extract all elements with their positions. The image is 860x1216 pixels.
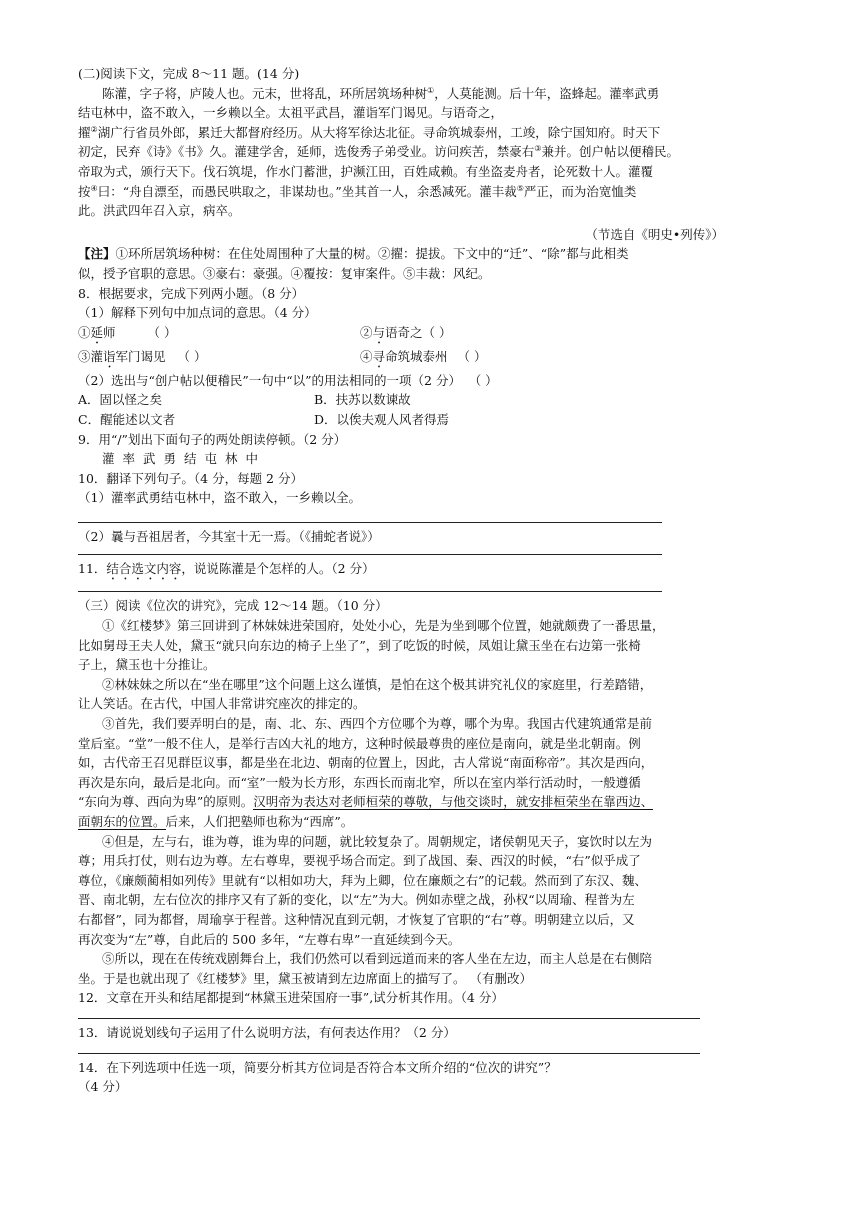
answer-blank[interactable]: （ ） (147, 324, 177, 340)
question-8-options-row1 (78, 390, 784, 410)
passage-line: ①《红楼梦》第三回讲到了林妹妹进荣国府，处处小心，先是为坐到哪个位置，她就颇费了一番思量， (102, 618, 665, 634)
question-14-stem: 14．在下列选项中任选一项，简要分析其方位词是否符合本文所介绍的“位次的讲究”？ (78, 1059, 557, 1075)
question-10-sentence-1: （1）灌率武勇结屯林中，盗不敢入，一乡赖以全。 (78, 490, 361, 506)
passage-line: 初定，民弃《诗》《书》久。灌建学舍，延师，选俊秀子弟受业。访问疾苦，禁豪右③兼并。创户帖以便稽民。 (78, 144, 679, 160)
underlined-sentence: 汉明帝为表达对老师桓荣的尊敬，与他交谈时，就安排桓荣坐在靠西边、 (253, 794, 654, 810)
question-11-stem: 11．结合选文内容，说说陈灌是个怎样的人。（2 分） (78, 561, 375, 577)
question-8-options-row2 (78, 410, 784, 430)
passage-line: 结屯林中，盗不敢入，一乡赖以全。太祖平武昌，灌诣军门谒见。与语奇之， (78, 105, 504, 121)
passage-source: （节选自《明史•列传》） (585, 226, 724, 242)
option-c[interactable]: C．醒能述以文者 (78, 411, 176, 427)
passage-line: 再次变为“左”尊，自此后的 500 多年，“左尊右卑”一直延续到今天。 (78, 931, 461, 947)
answer-line[interactable] (78, 546, 662, 555)
passage-line: ⑤所以，现在在传统戏剧舞台上，我们仍然可以看到远道而来的客人坐在左边，而主人总是在右侧陪 (102, 951, 653, 967)
passage-line: 此。洪武四年召入京，病卒。 (78, 203, 241, 219)
passage-line: ③首先，我们要弄明白的是，南、北、东、西四个方位哪个为尊，哪个为卑。我国古代建筑通常是前 (102, 716, 653, 732)
passage-line: 让人笑话。在古代，中国人非常讲究座次的排定的。 (78, 696, 366, 712)
answer-line[interactable] (78, 583, 662, 592)
passage-line: 再次是东向，最后是北向。而“室”一般为长方形，东西长而南北窄，所以在室内举行活动时，一般遵循 (78, 774, 641, 790)
answer-blank[interactable]: （ ） (457, 348, 487, 364)
passage-line: 子上，黛玉也十分推让。 (78, 657, 216, 673)
underlined-sentence: 面朝东的位置。 (78, 814, 166, 829)
passage-line: 比如舅母王夫人处，黛玉“就只向东边的椅子上坐了”，到了吃饭的时候，凤姐让黛玉坐在右边第一张椅 (78, 637, 641, 653)
question-13-stem: 13．请说说划线句子运用了什么说明方法，有何表达作用？（2 分） (78, 1024, 456, 1040)
passage-line: 坐。于是也就出现了《红楼梦》里，黛玉被请到左边席面上的描写了。 （有删改） (78, 970, 532, 986)
section3-title: （三）阅读《位次的讲究》，完成 12～14 题。（10 分） (78, 598, 388, 614)
answer-line[interactable] (78, 1008, 700, 1019)
passage-line: “东向为尊、西向为卑”的原则。汉明帝为表达对老师桓荣的尊敬，与他交谈时，就安排桓荣坐在靠西边、 (78, 794, 654, 810)
passage-line: 陈灌，字子将，庐陵人也。元末，世将乱，环所居筑场种树①，人莫能测。后十年，盗蜂起。灌率武勇 (102, 85, 660, 101)
section2-title: (二)阅读下文，完成 8～11 题。(14 分) (78, 66, 300, 81)
answer-blank[interactable]: （ ） (474, 372, 498, 388)
question-8-stem: 8．根据要求，完成下列两小题。（8 分） (78, 285, 305, 301)
annotation-note: 【注】①环所居筑场种树：在住处周围种了大量的树。②擢：提拔。下文中的“迁”、“除”都与此相类 (78, 246, 629, 262)
question-10-sentence-2: （2）曩与吾祖居者，今其室十无一焉。（《捕蛇者说》） (78, 528, 380, 544)
question-8-sub1: （1）解释下列句中加点词的意思。（4 分） (78, 305, 317, 321)
question-14-points: （4 分） (78, 1079, 128, 1095)
exam-page (78, 64, 784, 1097)
option-d[interactable]: D．以俟夫观人风者得焉 (314, 411, 450, 427)
answer-line[interactable] (78, 1043, 700, 1054)
passage-line: 堂后室。“堂”一般不住人，是举行吉凶大礼的地方，这种时候最尊贵的座位是南向，就是坐北朝南。例 (78, 735, 641, 751)
question-8-items-row1: ①延师 （ ） ②与语奇之（ ） (78, 324, 452, 340)
passage-line: 尊；用兵打仗，则右边为尊。左右尊卑，要视乎场合而定。到了战国、秦、西汉的时候，“右”似乎成了 (78, 853, 641, 869)
answer-blank[interactable]: （ ） (177, 348, 207, 364)
passage-line: 擢②湖广行省员外郎，累迁大都督府经历。从大将军徐达北征。寻命筑城泰州，工竣，除宁国知府。时天下 (78, 124, 661, 140)
annotation-note: 似，授予官职的意思。③豪右：豪强。④覆按：复审案件。⑤丰裁：风纪。 (78, 265, 491, 281)
passage-line: 晋、南北朝，左右位次的排序又有了新的变化，以“左”为大。例如赤壁之战，孙权“以周瑜、程普为左 (78, 892, 635, 908)
question-9-sentence[interactable]: 灌率武勇结屯林中 (102, 451, 267, 467)
answer-line[interactable] (78, 508, 662, 523)
passage-line: 按④曰：“舟自漂至，而愚民哄取之，非谋劫也。”坐其首一人，余悉减死。灌丰裁⑤严正，而为治宽恤类 (78, 183, 637, 199)
passage-line: 帝取为式，颁行天下。伐石筑堤，作水门蓄泄，护濒江田，百姓咸赖。有坐盗麦舟者，论死数十人。灌覆 (78, 163, 654, 179)
passage-line: ②林妹妹之所以在“坐在哪里”这个问题上这么谨慎，是怕在这个极其讲究礼仪的家庭里，行差踏错， (102, 676, 653, 692)
question-8-sub2: （2）选出与“创户帖以便稽民”一句中“以”的用法相同的一项（2 分） （ ） (78, 372, 498, 388)
question-9-stem: 9．用“/”划出下面句子的两处朗读停顿。（2 分） (78, 431, 347, 447)
passage-line: ④但是，左与右，谁为尊，谁为卑的问题，就比较复杂了。周朝规定，诸侯朝见天子，宴饮时以左为 (102, 833, 653, 849)
question-12-stem: 12．文章在开头和结尾都提到“林黛玉进荣国府一事”,试分析其作用。（4 分） (78, 990, 504, 1006)
passage-line: 面朝东的位置。后来，人们把塾师也称为“西席”。 (78, 814, 354, 829)
passage-line: 右都督”，同为都督，周瑜享于程普。这种情况直到元朝，才恢复了官职的“右”尊。明朝建立以后，又 (78, 911, 635, 927)
question-10-stem: 10．翻译下列句子。（4 分，每题 2 分） (78, 470, 303, 486)
option-b[interactable]: B．扶苏以数谏故 (314, 392, 411, 408)
option-a[interactable]: A．固以怪之矣 (78, 392, 163, 408)
passage-line: 尊位，《廉颇蔺相如列传》里就有“以相如功大，拜为上卿，位在廉颇之右”的记载。然而到了东汉、魏、 (78, 872, 648, 888)
question-8-items-row2: ③灌诣军门谒见 （ ） ④寻命筑城泰州 （ ） (78, 348, 487, 364)
passage-line: 如，古代帝王召见群臣议事，都是坐在北边、朝南的位置上，因此，古人常说“南面称帝”。其次是西向， (78, 755, 654, 771)
